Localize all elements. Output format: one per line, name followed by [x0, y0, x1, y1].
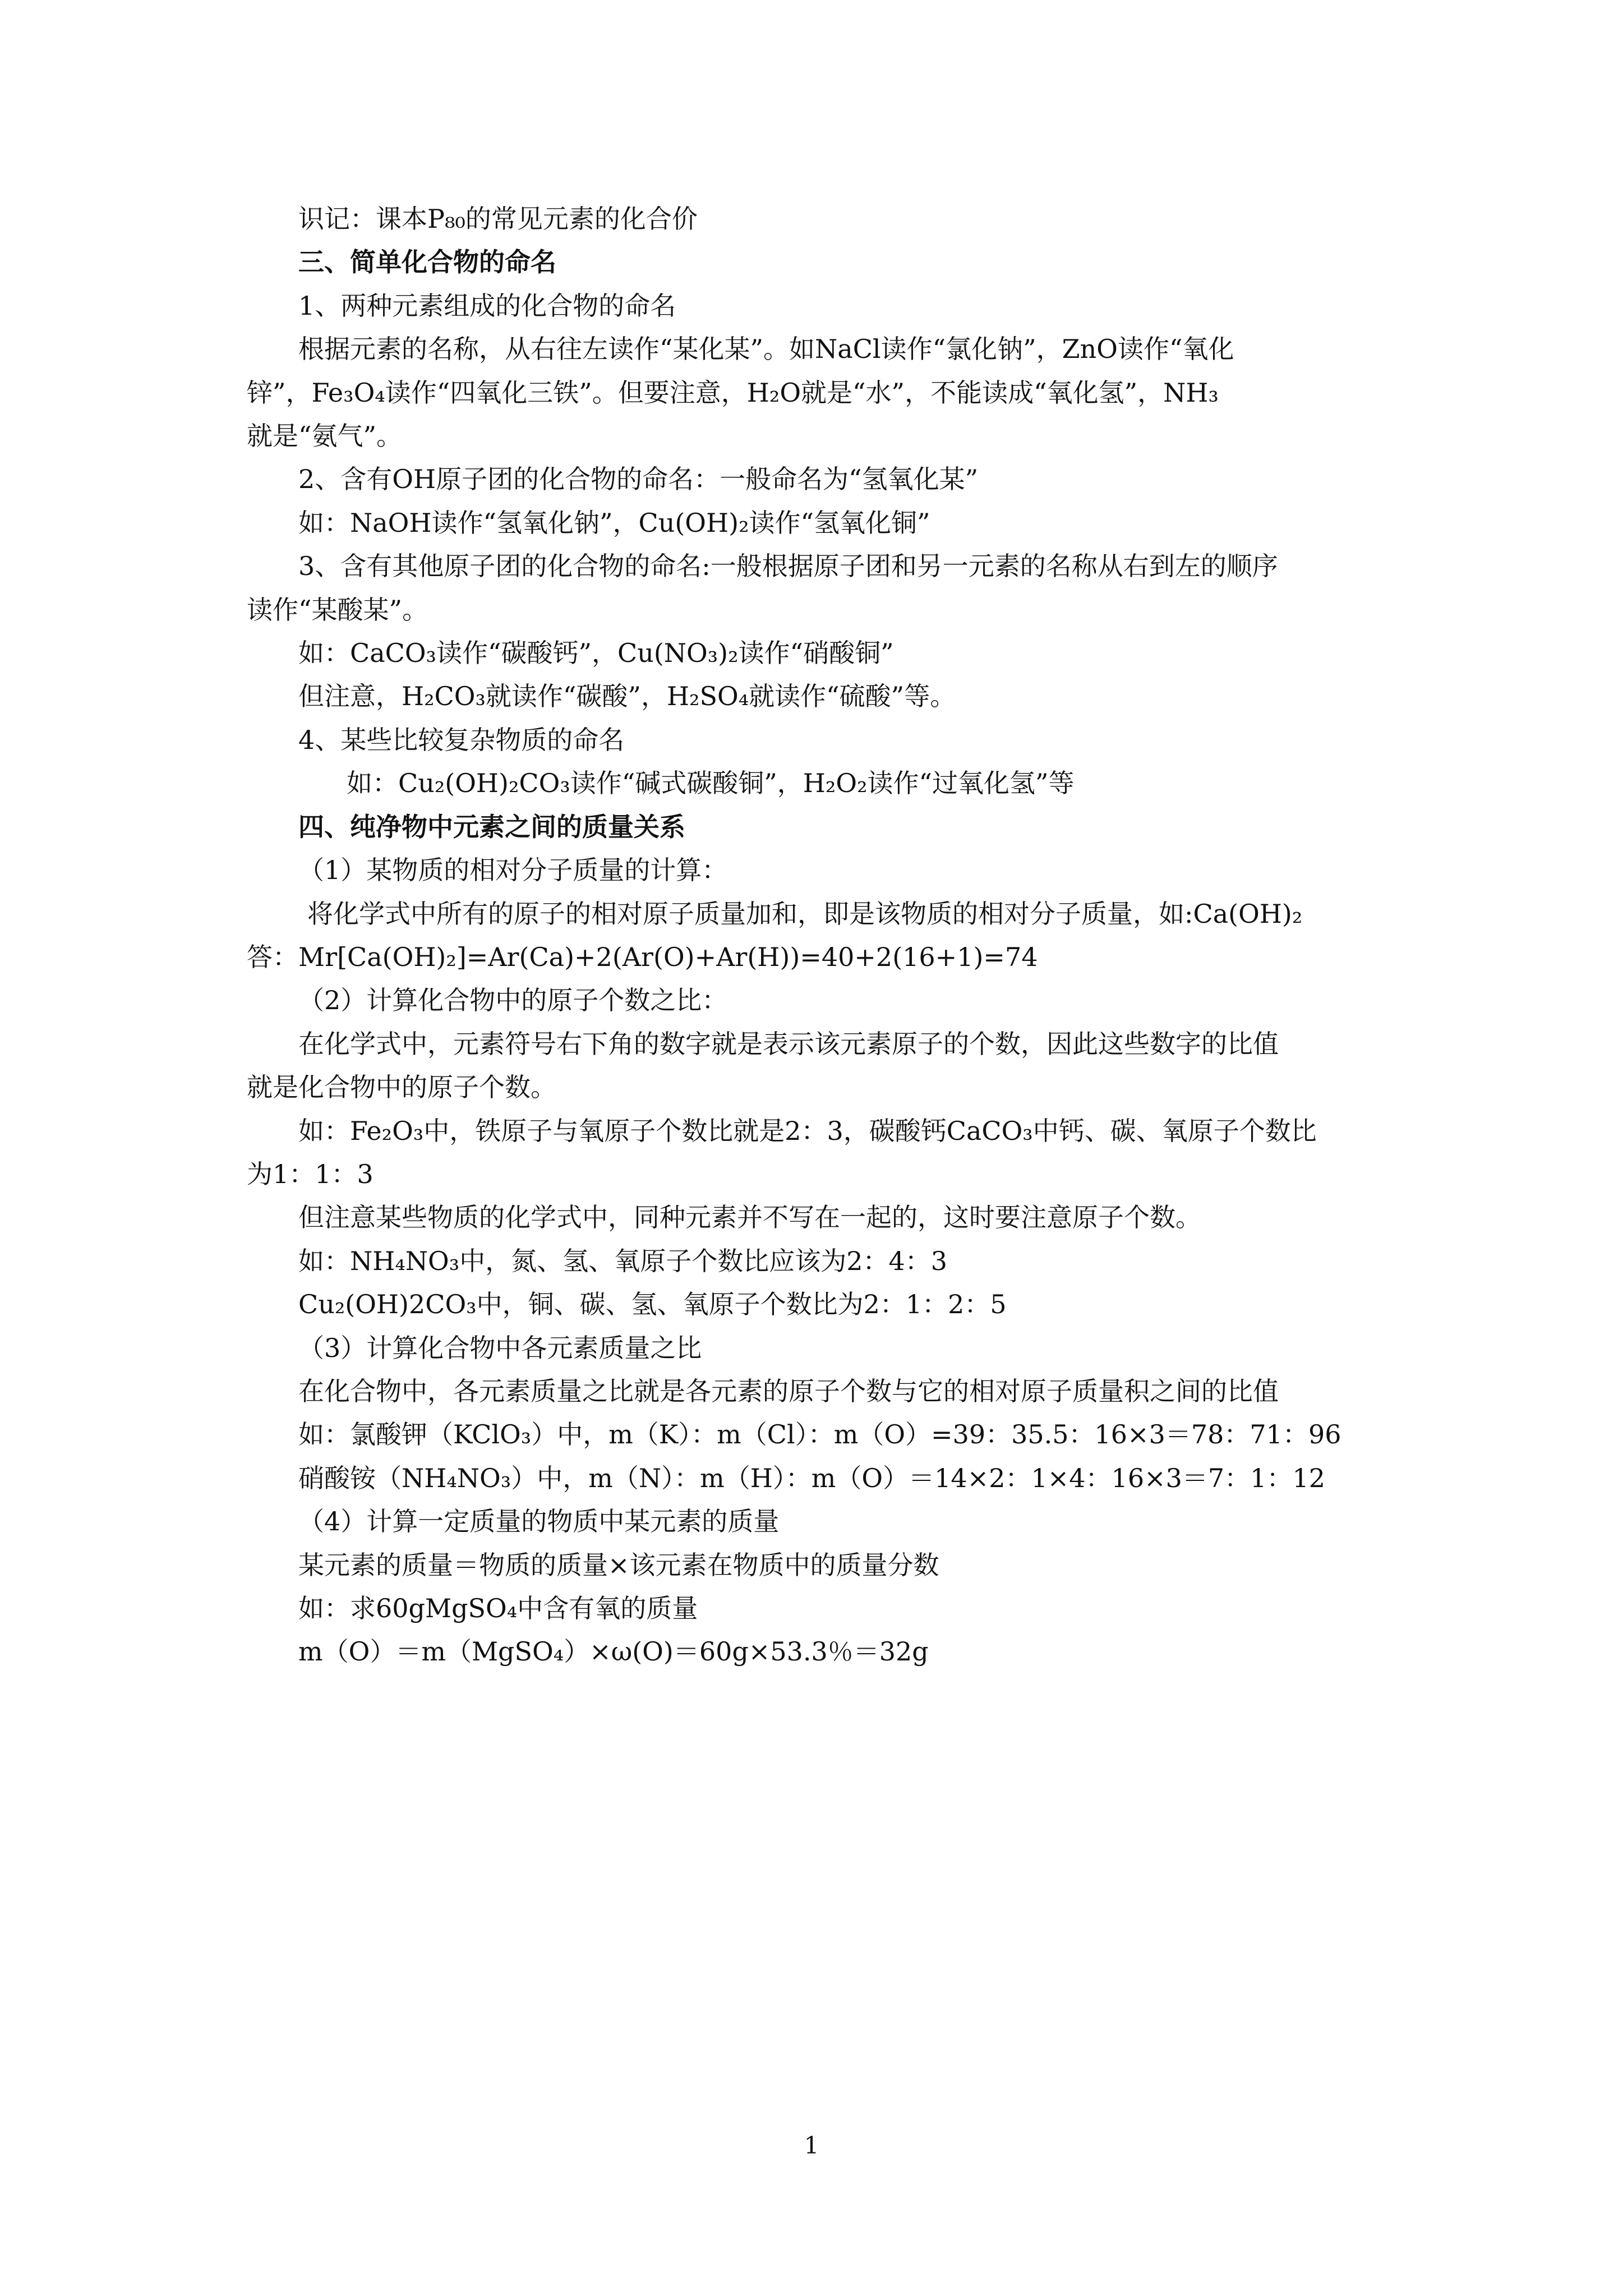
text-line: 就是化合物中的原子个数。 — [247, 1072, 556, 1103]
document-body — [247, 197, 1391, 1674]
text-line: 但注意某些物质的化学式中，同种元素并不写在一起的，这时要注意原子个数。 — [298, 1202, 1201, 1233]
text-line: 如：NH₄NO₃中，氮、氢、氧原子个数比应该为2：4：3 — [298, 1245, 948, 1276]
text-line-memorize: 识记：课本P₈₀的常见元素的化合价 — [298, 204, 698, 234]
text-line: Cu₂(OH)2CO₃中，铜、碳、氢、氧原子个数比为2：1：2：5 — [298, 1289, 1007, 1320]
text-line: 如：Cu₂(OH)₂CO₃读作“碱式碳酸铜”，H₂O₂读作“过氧化氢”等 — [347, 768, 1075, 799]
text-line: 将化学式中所有的原子的相对原子质量加和，即是该物质的相对分子质量，如:Ca(OH)₂ — [307, 898, 1303, 929]
text-line: 就是“氨气”。 — [247, 421, 403, 452]
text-line: 如：NaOH读作“氢氧化钠”，Cu(OH)₂读作“氢氧化铜” — [298, 507, 930, 538]
text-line: 锌”，Fe₃O₄读作“四氧化三铁”。但要注意，H₂O就是“水”，不能读成“氧化氢”，NH₃ — [247, 377, 1219, 408]
text-line-answer: 答：Mr[Ca(OH)₂]=Ar(Ca)+2(Ar(O)+Ar(H))=40+2(16+1)=74 — [247, 941, 1038, 972]
text-line: 读作“某酸某”。 — [247, 594, 428, 625]
text-line: 如：Fe₂O₃中，铁原子与氧原子个数比就是2：3，碳酸钙CaCO₃中钙、碳、氧原子个数比 — [298, 1115, 1317, 1146]
page-number: 1 — [804, 2132, 819, 2159]
section-heading-4: 四、纯净物中元素之间的质量关系 — [298, 811, 685, 842]
subheading-2: 2、含有OH原子团的化合物的命名：一般命名为“氢氧化某” — [298, 464, 979, 495]
text-line: 某元素的质量＝物质的质量×该元素在物质中的质量分数 — [298, 1549, 939, 1580]
text-line: m（O）＝m（MgSO₄）×ω(O)＝60g×53.3％＝32g — [298, 1636, 929, 1667]
text-line: 如：CaCO₃读作“碳酸钙”，Cu(NO₃)₂读作“硝酸铜” — [298, 638, 894, 669]
text-line: 为1：1：3 — [247, 1158, 374, 1189]
text-line: 根据元素的名称，从右往左读作“某化某”。如NaCl读作“氯化钠”，ZnO读作“氧化 — [298, 334, 1234, 365]
section-heading-3: 三、简单化合物的命名 — [298, 247, 556, 278]
subheading-calc-4: （4）计算一定质量的物质中某元素的质量 — [298, 1506, 780, 1537]
text-line: 但注意，H₂CO₃就读作“碳酸”，H₂SO₄就读作“硫酸”等。 — [298, 681, 956, 712]
subheading-calc-3: （3）计算化合物中各元素质量之比 — [298, 1332, 702, 1363]
text-line: 如：求60gMgSO₄中含有氧的质量 — [298, 1593, 698, 1623]
text-line: 在化学式中，元素符号右下角的数字就是表示该元素原子的个数，因此这些数字的比值 — [298, 1028, 1279, 1059]
subheading-3: 3、含有其他原子团的化合物的命名:一般根据原子团和另一元素的名称从右到左的顺序 — [298, 551, 1278, 582]
text-line: 在化合物中，各元素质量之比就是各元素的原子个数与它的相对原子质量积之间的比值 — [298, 1375, 1279, 1406]
subheading-calc-2: （2）计算化合物中的原子个数之比： — [298, 985, 728, 1016]
text-line: 如：氯酸钾（KClO₃）中，m（K）：m（Cl）：m（O）=39：35.5：16×3＝78：71：96 — [298, 1419, 1341, 1450]
subheading-1: 1、两种元素组成的化合物的命名 — [298, 290, 676, 321]
subheading-calc-1: （1）某物质的相对分子质量的计算： — [298, 855, 728, 886]
subheading-4: 4、某些比较复杂物质的命名 — [298, 724, 625, 755]
text-line: 硝酸铵（NH₄NO₃）中，m（N）：m（H）：m（O）＝14×2：1×4：16×3＝7：1：12 — [298, 1462, 1325, 1493]
